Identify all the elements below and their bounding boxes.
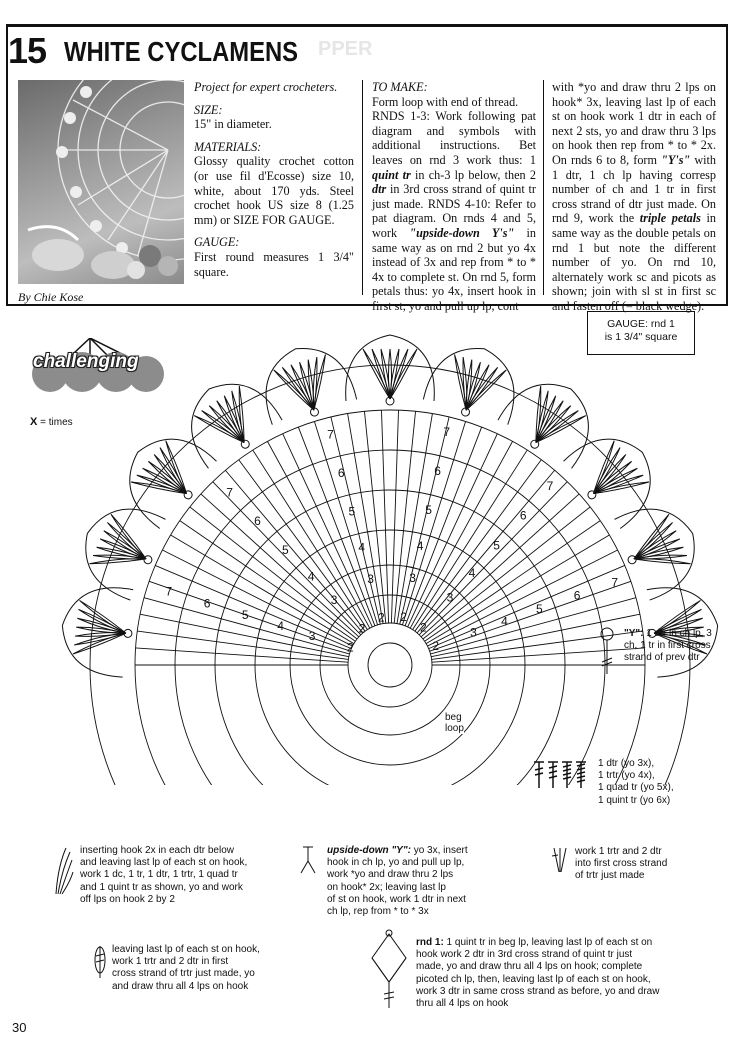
column-2 bbox=[372, 80, 536, 322]
column-1 bbox=[194, 80, 354, 287]
legend-trtr: work 1 trtr and 2 dtr into first cross strand of trtr just made bbox=[575, 846, 668, 882]
diagram-round-number: 6 bbox=[573, 588, 581, 603]
diagram-petal bbox=[57, 582, 137, 678]
diagram-round-number: 4 bbox=[358, 540, 366, 555]
gauge-box-line-2: is 1 3/4" square bbox=[604, 331, 678, 343]
diagram-round-number: 2 bbox=[347, 640, 354, 655]
stitch-symbols-icon bbox=[533, 760, 593, 790]
diagram-spoke bbox=[155, 565, 351, 648]
doily-photo bbox=[18, 80, 184, 284]
to-make-continued: with *yo and draw thru 2 lps on hook* 3x, leaving last lp of each st on hook work 1 dtr in each of next 2 sts, yo and draw thru 3 lps on hook then rep from * to * 2x. On rnds 6 to 8, form "Y's" with 1 dtr, 1 ch lp having corresp number of ch and 1 tr in first cross strand of dtr just made. On rnd 9, work the triple petals in same way as the double petals on rnd 1 but note the different number of yo. On rnd 10, alternately work sc and picots as shown; join with sl st in first sc and fasten off (= black wedge). bbox=[552, 80, 717, 313]
diagram-round-number: 2 bbox=[377, 610, 385, 625]
size-text: 15" in diameter. bbox=[194, 117, 272, 132]
legend-stitches: 1 dtr (yo 3x), 1 trtr (yo 4x), 1 quad tr (yo 5x), 1 quint tr (yo 6x) bbox=[598, 758, 674, 806]
diagram-round-number: 4 bbox=[501, 614, 508, 629]
fan-symbol-icon bbox=[52, 846, 74, 896]
diagram-round-number: 3 bbox=[308, 628, 316, 643]
watermark-logo: PPER bbox=[318, 38, 373, 60]
diagram-round-number: 6 bbox=[203, 596, 211, 611]
diagram-petal bbox=[70, 493, 173, 602]
diagram-petal bbox=[346, 335, 435, 405]
cluster-symbol-icon bbox=[92, 944, 108, 980]
diagram-round-number: 6 bbox=[254, 514, 261, 529]
diagram-round-number: 6 bbox=[434, 464, 441, 479]
diagram-round-number: 2 bbox=[358, 621, 366, 636]
column-divider-2 bbox=[543, 80, 544, 295]
diagram-round-number: 4 bbox=[416, 539, 424, 554]
diagram-round-number: 3 bbox=[470, 625, 477, 640]
diagram-spoke bbox=[331, 417, 380, 624]
diagram-round-number: 6 bbox=[519, 508, 527, 523]
designer-credit: By Chie Kose bbox=[18, 290, 84, 304]
legend-rnd-1: rnd 1: 1 quint tr in beg lp, leaving last lp of each st on hook work 2 dtr in 3rd cross strand of quint tr just made, yo and draw thru all 4 lps on hook; complete picoted ch lp, then, leaving last lp of each st on hook, work 3 dtr in same cross strand as before, yo and draw thru all 4 lps on hook bbox=[416, 937, 660, 1010]
gauge-text: First round measures 1 3/4" square. bbox=[194, 249, 354, 279]
diagram-round-number: 3 bbox=[330, 593, 338, 608]
diagram-spoke bbox=[427, 550, 617, 646]
intro-text: Project for expert crocheters. bbox=[194, 80, 338, 94]
size-heading: SIZE: bbox=[194, 102, 223, 117]
diagram-round-number: 4 bbox=[468, 566, 476, 581]
legend-upside-down-y: upside-down "Y": yo 3x, insert hook in ch lp, yo and pull up lp, work *yo and draw thru 2 lps on hook* 2x; leaving last lp of st on hook, work 1 dtr in next ch lp, rep from * to * 3x bbox=[327, 845, 468, 918]
diagram-round-number: 3 bbox=[446, 590, 454, 605]
y-symbol-icon bbox=[596, 626, 618, 678]
legend-cluster: leaving last lp of each st on hook, work 1 trtr and 2 dtr in first cross strand of trtr just made, yo and draw thru all 4 lps on hook bbox=[112, 944, 260, 992]
diagram-round-number: 7 bbox=[226, 485, 233, 500]
pattern-title: WHITE CYCLAMENS bbox=[64, 36, 299, 67]
diagram-spoke bbox=[397, 414, 432, 624]
legend-fan: inserting hook 2x in each dtr below and leaving last lp of each st on hook, work 1 dc, 1 tr, 1 dtr, 1 trtr, 1 quad tr and 1 quint tr as shown, yo and work off lps on hook 2 by 2 bbox=[80, 845, 248, 905]
diagram-round-number: 4 bbox=[277, 619, 284, 634]
upside-down-y-icon bbox=[298, 845, 318, 875]
crochet-chart-diagram bbox=[0, 300, 750, 820]
diagram-round-number: 5 bbox=[536, 602, 543, 617]
beg-loop-label: beg loop bbox=[445, 712, 464, 734]
trtr-symbol-icon bbox=[550, 846, 570, 874]
diagram-petal bbox=[611, 493, 711, 602]
diagram-round-number: 5 bbox=[241, 608, 249, 623]
diagram-round-number: 5 bbox=[425, 503, 432, 518]
diagram-round-number: 3 bbox=[367, 572, 374, 587]
gauge-box-line-1: GAUGE: rnd 1 bbox=[607, 318, 675, 330]
diagram-round-number: 5 bbox=[493, 538, 500, 553]
column-3 bbox=[552, 80, 716, 322]
diagram-round-number: 7 bbox=[546, 478, 554, 493]
to-make-body: RNDS 1-3: Work following pat diagram and symbols with additional instructions. Bet leaves on rnd 3 work thus: 1 quint tr in ch-3 lp below, then 2 dtr in 3rd cross strand of quint tr just made. RNDS 4-10: Refer to pat diagram. On rnds 4 and 5, work "upside-down Y's" in same way as on rnd 2 but yo 4x instead of 3x and rep from * to * 4x to complete st. On rnd 5, form petals thus: yo 4x, insert hook in first st, yo and pull up lp, cont bbox=[372, 109, 537, 313]
diagram-round-number: 3 bbox=[409, 571, 416, 586]
skill-level-label: challenging bbox=[33, 351, 139, 372]
diagram-round-number: 7 bbox=[611, 575, 619, 590]
diagram-round-number: 2 bbox=[432, 638, 440, 653]
column-divider-1 bbox=[362, 80, 363, 295]
diagram-petal bbox=[560, 418, 671, 531]
gauge-heading: GAUGE: bbox=[194, 235, 240, 250]
diagram-spoke bbox=[162, 550, 352, 646]
to-make-heading: TO MAKE: bbox=[372, 80, 428, 94]
materials-heading: MATERIALS: bbox=[194, 139, 262, 154]
diagram-round-number: 4 bbox=[307, 569, 315, 584]
diagram-round-number: 7 bbox=[165, 584, 173, 599]
diagram-round-number: 2 bbox=[419, 620, 427, 635]
diagram-spoke bbox=[400, 417, 449, 624]
diagram-round-number: 7 bbox=[443, 425, 451, 440]
page-number: 30 bbox=[12, 1020, 27, 1035]
diagram-round-number: 5 bbox=[348, 504, 356, 519]
x-times-legend: X = times bbox=[30, 416, 73, 428]
diagram-spoke bbox=[149, 581, 350, 651]
diagram-round-number: 2 bbox=[400, 610, 407, 625]
diagram-petal bbox=[109, 418, 220, 531]
pattern-number: 15 bbox=[8, 30, 47, 71]
to-make-intro: Form loop with end of thread. bbox=[372, 94, 519, 109]
materials-text: Glossy quality crochet cotton (or use fil d'Ecosse) size 10, white, about 170 yds. Steel crochet hook US size 8 (1.25 mm) or SIZE FOR GAUGE. bbox=[194, 154, 354, 227]
diagram-round-number: 6 bbox=[337, 466, 345, 481]
rnd1-symbol-icon bbox=[366, 928, 412, 1010]
diagram-round-number: 7 bbox=[327, 427, 334, 442]
diagram-round-number: 5 bbox=[282, 542, 289, 557]
